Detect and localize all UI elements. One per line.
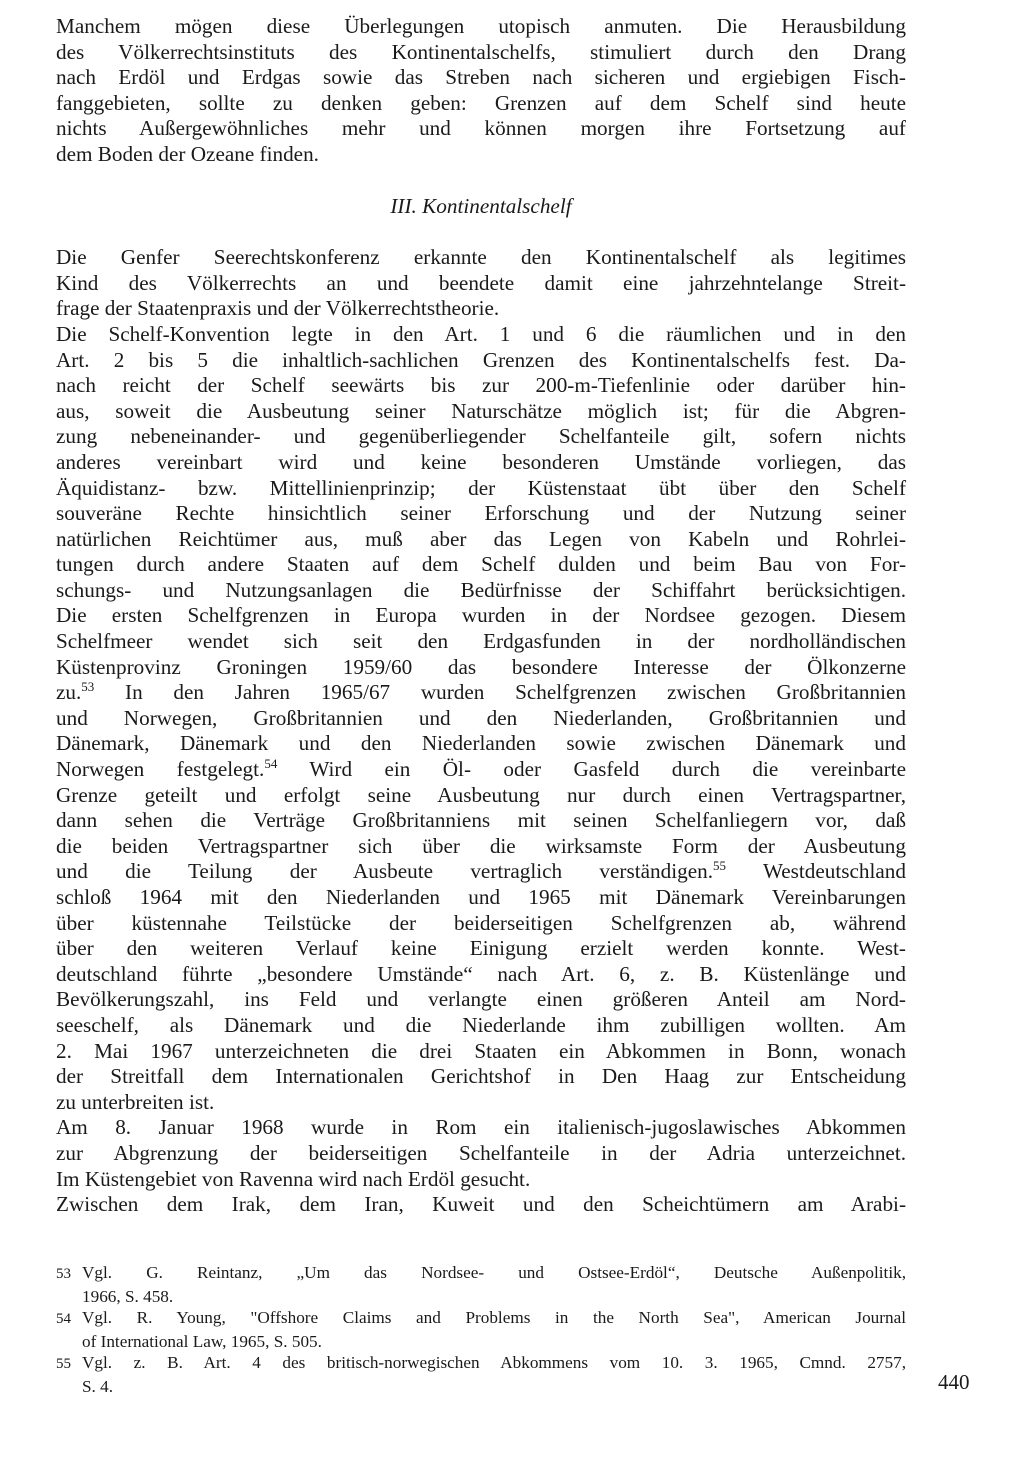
text-line: Manchem mögen diese Überlegungen utopisch anmuten. Die Herausbildung (56, 14, 906, 38)
text-fragment: In den Jahren 1965/67 wurden Schelfgrenzen zwischen Großbritannien (94, 680, 906, 705)
text-line: aus, soweit die Ausbeutung seiner Naturschätze möglich ist; für die Abgren- (56, 398, 906, 423)
text-line: Kind des Völkerrechts an und beendete damit eine jahrzehntelange Streit- (56, 270, 906, 295)
page-number: 440 (938, 1370, 970, 1394)
text-line: die beiden Vertragspartner sich über die wirksamste Form der Ausbeutung (56, 833, 906, 858)
text-fragment: Wird ein Öl- oder Gasfeld durch die vereinbarte (277, 757, 907, 782)
text-line: natürlichen Reichtümer aus, muß aber das Legen von Kabeln und Rohrlei- (56, 526, 906, 551)
text-line: Dänemark, Dänemark und den Niederlanden sowie zwischen Dänemark und (56, 731, 906, 756)
text-line: Am 8. Januar 1968 wurde in Rom ein italienisch-jugoslawisches Abkommen (56, 1115, 906, 1140)
section-heading: III. Kontinentalschelf (390, 193, 572, 218)
text-line: zur Abgrenzung der beiderseitigen Schelfanteile in der Adria unterzeichnet. (56, 1140, 906, 1165)
text-fragment: zu. (56, 680, 82, 705)
text-fragment: Norwegen festgelegt. (56, 757, 265, 782)
text-line: zu unterbreiten ist. (56, 1089, 215, 1114)
text-fragment: und die Teilung der Ausbeute vertraglich verständigen. (56, 859, 713, 884)
text-line: Die Genfer Seerechtskonferenz erkannte den Kontinentalschelf als legitimes (56, 245, 906, 270)
text-line: souveräne Rechte hinsichtlich seiner Erforschung und der Nutzung seiner (56, 501, 906, 526)
page-body (56, 14, 906, 1218)
text-line: nichts Außergewöhnliches mehr und können morgen ihre Fortsetzung auf (56, 116, 906, 141)
text-line: anderes vereinbart wird und keine besonderen Umstände vorliegen, das (56, 449, 906, 474)
footnote-line: of International Law, 1965, S. 505. (82, 1331, 322, 1351)
footnote-ref-53[interactable]: 53 (81, 679, 95, 695)
text-line: Im Küstengebiet von Ravenna wird nach Erdöl gesucht. (56, 1166, 531, 1191)
text-line: über den weiteren Verlauf keine Einigung erzielt werden konnte. West- (56, 936, 906, 961)
footnote-ref-54[interactable]: 54 (264, 756, 278, 772)
footnotes (56, 1262, 906, 1397)
paragraph-3 (56, 603, 906, 1115)
footnote-55 (56, 1352, 906, 1397)
text-line: schloß 1964 mit den Niederlanden und 1965 mit Dänemark Vereinbarungen (56, 885, 906, 909)
text-line: dann sehen die Verträge Großbritanniens mit seinen Schelfanliegern vor, daß (56, 808, 906, 833)
footnote-text: Vgl. R. Young, "Offshore Claims and Problems in the North Sea", American Journal (82, 1308, 906, 1327)
footnote-line (56, 1352, 906, 1376)
text-line: fanggebieten, sollte zu denken geben: Grenzen auf dem Schelf sind heute (56, 90, 906, 115)
text-line: Die ersten Schelfgrenzen in Europa wurden in der Nordsee gezogen. Diesem (56, 603, 906, 628)
text-line: deutschland führte „besondere Umstände“ nach Art. 6, z. B. Küstenlänge und (56, 961, 906, 986)
text-line: Grenze geteilt und erfolgt seine Ausbeutung nur durch einen Vertragspartner, (56, 782, 906, 807)
footnote-54 (56, 1307, 906, 1352)
footnote-number: 55 (56, 1356, 71, 1372)
text-line: des Völkerrechtsinstituts des Kontinentalschelfs, stimuliert durch den Drang (56, 39, 906, 64)
intro-paragraph (56, 14, 906, 168)
text-line: nach reicht der Schelf seewärts bis zur 200-m-Tiefenlinie oder darüber hin- (56, 373, 906, 398)
text-line: Schelfmeer wendet sich seit den Erdgasfunden in der nordholländischen (56, 629, 906, 654)
footnote-ref-55[interactable]: 55 (713, 858, 726, 874)
text-line: schungs- und Nutzungsanlagen die Bedürfnisse der Schiffahrt berücksichtigen. (56, 577, 906, 602)
footnote-line (56, 1307, 906, 1331)
footnote-text: Vgl. G. Reintanz, „Um das Nordsee- und Ostsee-Erdöl“, Deutsche Außenpolitik, (82, 1263, 906, 1282)
text-line: Art. 2 bis 5 die inhaltlich-sachlichen Grenzen des Kontinentalschelfs fest. Da- (56, 347, 906, 372)
text-line: Küstenprovinz Groningen 1959/60 das besondere Interesse der Ölkonzerne (56, 654, 906, 679)
text-line: und Norwegen, Großbritannien und den Niederlanden, Großbritannien und (56, 705, 906, 730)
text-line: über küstennahe Teilstücke der beiderseitigen Schelfgrenzen ab, während (56, 910, 906, 935)
text-line (56, 757, 906, 783)
footnote-line: S. 4. (82, 1376, 114, 1396)
text-line: frage der Staatenpraxis und der Völkerrechtstheorie. (56, 296, 500, 321)
footnote-number: 53 (56, 1266, 71, 1282)
paragraph-2 (56, 322, 906, 604)
text-line: Die Schelf-Konvention legte in den Art. 1 und 6 die räumlichen und in den (56, 321, 906, 346)
text-line: tungen durch andere Staaten auf dem Schelf dulden und beim Bau von For- (56, 552, 906, 577)
text-line: nach Erdöl und Erdgas sowie das Streben nach sicheren und ergiebigen Fisch- (56, 65, 906, 90)
text-line: Bevölkerungszahl, ins Feld und verlangte einen größeren Anteil am Nord- (56, 987, 906, 1012)
text-fragment: Westdeutschland (726, 859, 906, 884)
text-line: seeschelf, als Dänemark und die Niederlande ihm zubilligen wollten. Am (56, 1012, 906, 1037)
paragraph-4 (56, 1115, 906, 1192)
footnote-number: 54 (56, 1311, 71, 1327)
text-line: 2. Mai 1967 unterzeichneten die drei Staaten ein Abkommen in Bonn, wonach (56, 1038, 906, 1063)
footnote-text: Vgl. z. B. Art. 4 des britisch-norwegischen Abkommens vom 10. 3. 1965, Cmnd. 2757, (82, 1353, 906, 1372)
paragraph-5 (56, 1192, 906, 1218)
text-line: Äquidistanz- bzw. Mittellinienprinzip; der Küstenstaat übt über den Schelf (56, 475, 906, 500)
text-line: der Streitfall dem Internationalen Gerichtshof in Den Haag zur Entscheidung (56, 1064, 906, 1089)
text-line (56, 680, 906, 706)
text-line: zung nebeneinander- und gegenüberliegender Schelfanteile gilt, sofern nichts (56, 424, 906, 449)
footnote-53 (56, 1262, 906, 1307)
paragraph-1 (56, 245, 906, 322)
text-line: Zwischen dem Irak, dem Iran, Kuweit und den Scheichtümern am Arabi- (56, 1192, 906, 1217)
footnote-line: 1966, S. 458. (82, 1286, 174, 1306)
footnote-line (56, 1262, 906, 1286)
text-line (56, 859, 906, 885)
text-line: dem Boden der Ozeane finden. (56, 141, 319, 166)
